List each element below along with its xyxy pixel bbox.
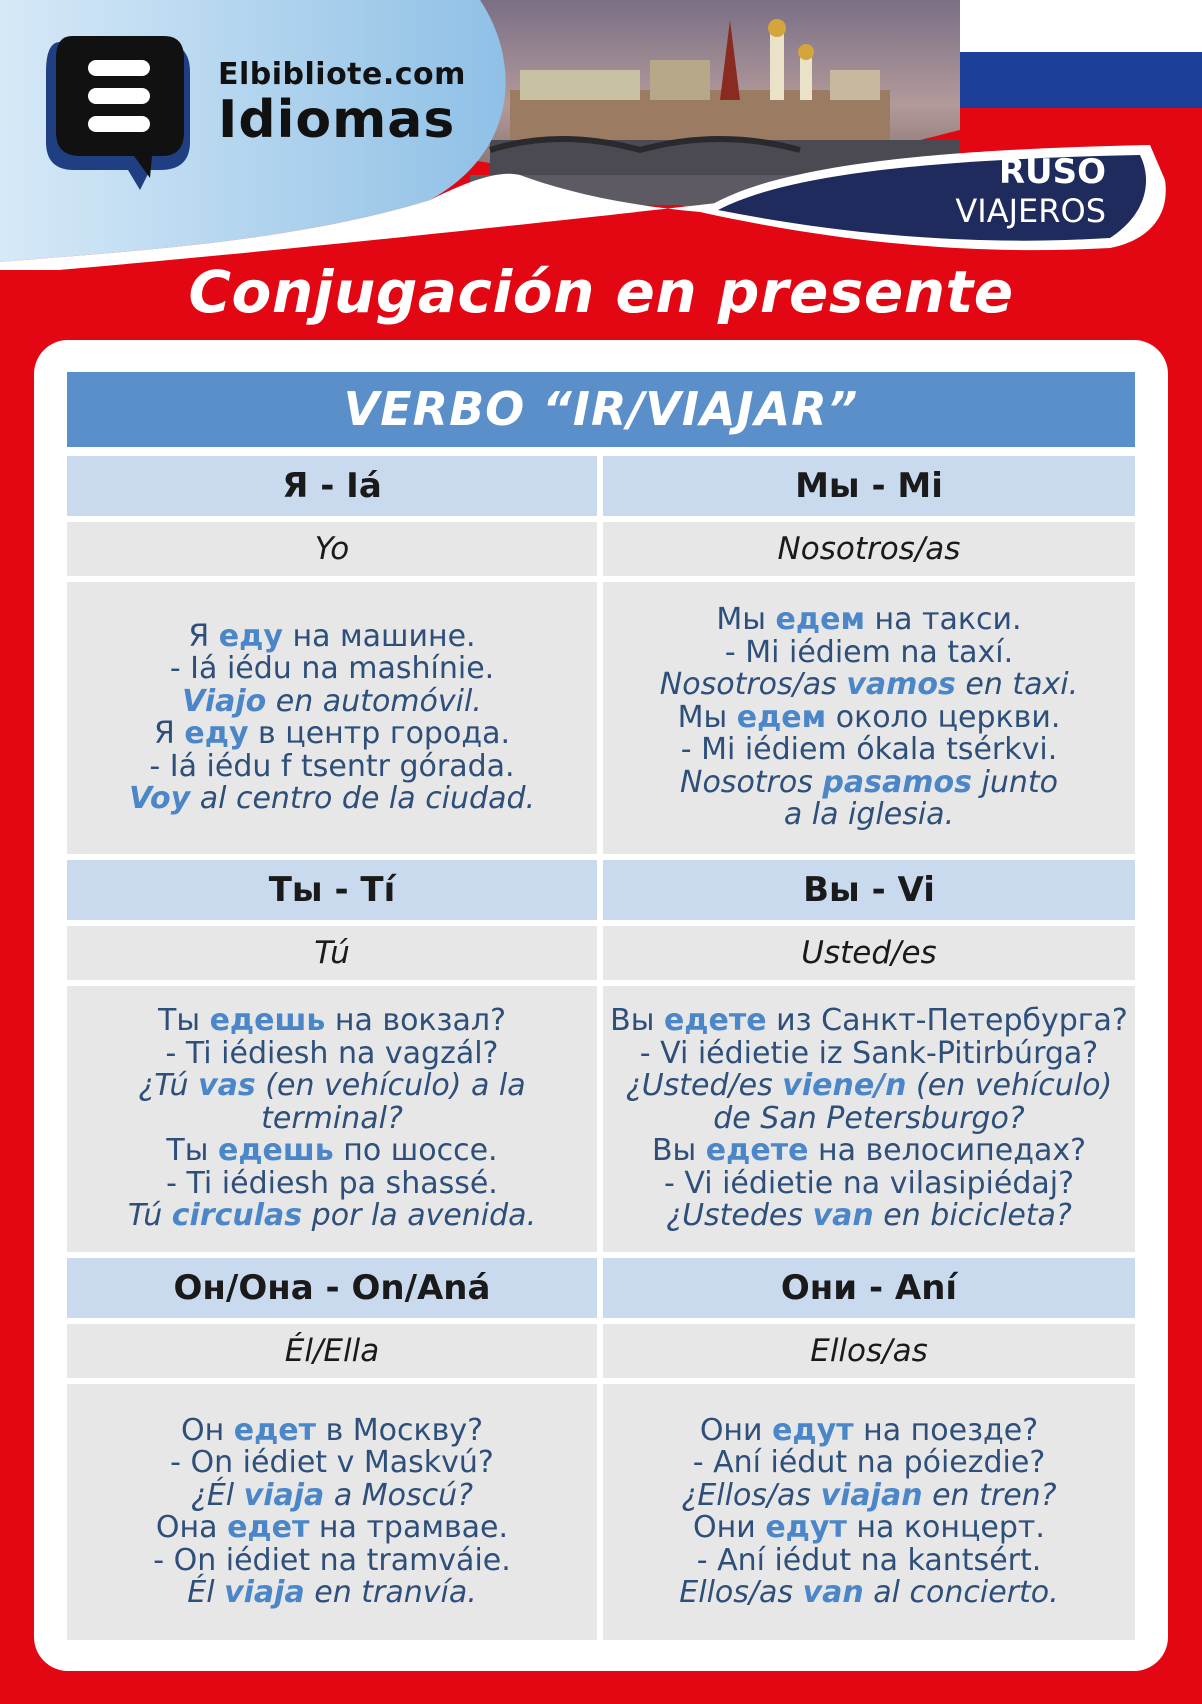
example-line bbox=[67, 683, 597, 719]
verb-highlight: едут bbox=[765, 1510, 847, 1545]
example-text: Вы bbox=[610, 1003, 664, 1039]
example-text: de San Petersburgo? bbox=[713, 1100, 1025, 1136]
verb-highlight: еду bbox=[218, 618, 283, 654]
example-line bbox=[603, 1447, 1135, 1480]
example-text: на такси. bbox=[864, 602, 1022, 638]
example-text: Они bbox=[699, 1412, 773, 1448]
example-line bbox=[603, 1035, 1135, 1071]
verb-highlight: едешь bbox=[209, 1003, 326, 1039]
example-text: Tú bbox=[127, 1198, 172, 1234]
verb-highlight: viaja bbox=[243, 1477, 325, 1513]
example-text: по шоссе. bbox=[333, 1133, 498, 1169]
examples-cell bbox=[67, 582, 597, 854]
verb-highlight: van bbox=[802, 1575, 864, 1610]
example-line bbox=[67, 1200, 597, 1233]
example-line bbox=[67, 748, 597, 784]
verb-highlight: едем bbox=[736, 699, 827, 735]
example-text: около церкви. bbox=[826, 699, 1061, 735]
pronoun-cell: Он/Она - On/Aná bbox=[67, 1258, 597, 1318]
example-line bbox=[67, 1447, 597, 1480]
example-text: ¿Él bbox=[190, 1477, 244, 1513]
example-text: ¿Ellos/as bbox=[681, 1477, 821, 1513]
example-line bbox=[67, 1005, 597, 1038]
example-text: Она bbox=[155, 1510, 228, 1545]
example-text: Мы bbox=[677, 699, 737, 735]
example-line bbox=[67, 1100, 597, 1136]
example-text: (en vehículo) a la bbox=[255, 1068, 526, 1104]
translation-cell: Tú bbox=[67, 926, 597, 980]
example-text: на поезде? bbox=[853, 1412, 1039, 1448]
badge-language: RUSO bbox=[998, 152, 1106, 192]
verb-highlight: vas bbox=[198, 1068, 256, 1104]
example-text: al concierto. bbox=[863, 1575, 1059, 1610]
pronoun-cell: Вы - Vi bbox=[603, 860, 1135, 920]
verb-highlight: viaja bbox=[224, 1575, 305, 1610]
example-line bbox=[67, 1577, 597, 1610]
example-line bbox=[603, 604, 1135, 637]
example-line bbox=[603, 1100, 1135, 1136]
example-text: на велосипедах? bbox=[808, 1133, 1087, 1169]
verb-highlight: едем bbox=[775, 602, 865, 638]
example-text: Ты bbox=[158, 1003, 210, 1039]
example-text: Я bbox=[153, 716, 185, 751]
example-line bbox=[67, 1165, 597, 1201]
example-line bbox=[603, 764, 1135, 800]
example-text: en bicicleta? bbox=[873, 1198, 1072, 1234]
example-text: (en vehículo) bbox=[906, 1068, 1113, 1104]
example-line bbox=[603, 1542, 1135, 1578]
example-line bbox=[603, 1200, 1135, 1233]
example-text: на вокзал? bbox=[325, 1003, 506, 1039]
example-line bbox=[67, 718, 597, 751]
translation-cell: Ellos/as bbox=[603, 1324, 1135, 1378]
example-text: a la iglesia. bbox=[783, 797, 955, 833]
verb-highlight: еду bbox=[184, 716, 249, 751]
example-line bbox=[603, 634, 1135, 670]
verb-highlight: едет bbox=[233, 1412, 317, 1448]
pronoun-cell: Они - Aní bbox=[603, 1258, 1135, 1318]
verb-highlight: едете bbox=[663, 1003, 767, 1039]
example-text: - Vi iédietie iz Sank-Pitirbúrga? bbox=[639, 1035, 1099, 1071]
example-text: Вы bbox=[651, 1133, 706, 1169]
example-text: por la avenida. bbox=[302, 1198, 537, 1234]
badge-audience: VIAJEROS bbox=[955, 192, 1106, 230]
example-text: на машине. bbox=[282, 618, 476, 654]
example-line bbox=[67, 1035, 597, 1071]
verb-highlight: pasamos bbox=[822, 764, 972, 800]
brand bbox=[218, 58, 466, 148]
example-line bbox=[67, 618, 597, 654]
pronoun-cell: Ты - Tí bbox=[67, 860, 597, 920]
example-text: на концерт. bbox=[846, 1510, 1045, 1545]
brand-site: Elbibliote.com bbox=[218, 57, 466, 92]
example-text: - Aní iédut na kantsért. bbox=[696, 1542, 1042, 1578]
example-text: Он bbox=[180, 1412, 234, 1448]
example-line bbox=[67, 1135, 597, 1168]
examples-cell bbox=[67, 986, 597, 1252]
verb-highlight: viajan bbox=[820, 1477, 923, 1513]
example-line bbox=[67, 1512, 597, 1545]
example-text: на трамвае. bbox=[309, 1510, 509, 1545]
example-text: en taxi. bbox=[955, 667, 1079, 703]
example-text: junto bbox=[971, 764, 1058, 800]
translation-cell: Yo bbox=[67, 522, 597, 576]
verb-highlight: Voy bbox=[128, 781, 191, 816]
examples-cell bbox=[603, 582, 1135, 854]
example-line bbox=[603, 1165, 1135, 1201]
verb-highlight: едешь bbox=[217, 1133, 334, 1169]
page-title: Conjugación en presente bbox=[188, 258, 1014, 326]
example-text: ¿Ustedes bbox=[666, 1198, 813, 1234]
example-line bbox=[603, 1005, 1135, 1038]
example-text: - Iá iédu na mashínie. bbox=[169, 651, 495, 686]
verb-highlight: van bbox=[812, 1198, 874, 1234]
verb-highlight: viene/n bbox=[782, 1068, 907, 1104]
example-text: - On iédiet na tramváie. bbox=[153, 1542, 511, 1578]
example-text: Я bbox=[188, 618, 219, 654]
verb-highlight: едут bbox=[772, 1412, 854, 1448]
example-line bbox=[603, 1577, 1135, 1610]
examples-cell bbox=[603, 986, 1135, 1252]
example-text: в Москву? bbox=[316, 1412, 484, 1448]
example-text: Ellos/as bbox=[679, 1575, 803, 1610]
example-line bbox=[603, 1412, 1135, 1448]
examples-cell bbox=[67, 1384, 597, 1640]
example-line bbox=[67, 783, 597, 816]
verb-highlight: vamos bbox=[846, 667, 956, 703]
translation-cell: Usted/es bbox=[603, 926, 1135, 980]
example-text: в центр города. bbox=[248, 716, 510, 751]
example-line bbox=[67, 1477, 597, 1513]
example-text: Мы bbox=[716, 602, 776, 638]
example-text: - Iá iédu f tsentr górada. bbox=[149, 748, 515, 784]
pronoun-cell: Мы - Mi bbox=[603, 456, 1135, 516]
example-text: Nosotros/as bbox=[659, 667, 847, 703]
example-line bbox=[603, 734, 1135, 767]
example-line bbox=[67, 653, 597, 686]
example-text: Они bbox=[693, 1510, 766, 1545]
example-text: ¿Tú bbox=[138, 1068, 199, 1104]
example-text: - On iédiet v Maskvú? bbox=[170, 1445, 494, 1480]
example-line bbox=[603, 669, 1135, 702]
example-line bbox=[603, 1512, 1135, 1545]
language-badge bbox=[955, 152, 1106, 230]
verb-highlight: едет bbox=[227, 1510, 310, 1545]
chat-bubble-logo-icon bbox=[46, 36, 190, 190]
verb-heading: VERBO “IR/VIAJAR” bbox=[67, 372, 1135, 447]
example-line bbox=[67, 1070, 597, 1103]
examples-cell bbox=[603, 1384, 1135, 1640]
example-text: Ты bbox=[166, 1133, 218, 1169]
example-text: ¿Usted/es bbox=[625, 1068, 783, 1104]
example-text: al centro de la ciudad. bbox=[190, 781, 536, 816]
example-text: en automóvil. bbox=[266, 683, 482, 719]
verb-highlight: едете bbox=[705, 1133, 809, 1169]
verb-highlight: circulas bbox=[171, 1198, 303, 1234]
translation-cell: Nosotros/as bbox=[603, 522, 1135, 576]
example-text: en tren? bbox=[922, 1477, 1057, 1513]
example-line bbox=[603, 1070, 1135, 1103]
header-banner bbox=[0, 0, 1202, 270]
verb-highlight: Viajo bbox=[182, 683, 267, 719]
example-line bbox=[603, 699, 1135, 735]
example-line bbox=[603, 1135, 1135, 1168]
example-text: - Vi iédietie na vilasipiédaj? bbox=[663, 1165, 1075, 1201]
example-text: Él bbox=[187, 1575, 225, 1610]
example-text: en tranvía. bbox=[304, 1575, 477, 1610]
example-line bbox=[603, 1477, 1135, 1513]
translation-cell: Él/Ella bbox=[67, 1324, 597, 1378]
example-text: Nosotros bbox=[680, 764, 823, 800]
example-text: - Ti iédiesh na vagzál? bbox=[165, 1035, 499, 1071]
example-line bbox=[67, 1542, 597, 1578]
example-text: a Moscú? bbox=[324, 1477, 474, 1513]
brand-name: Idiomas bbox=[218, 90, 456, 150]
example-text: terminal? bbox=[261, 1100, 403, 1136]
example-line bbox=[67, 1412, 597, 1448]
example-line bbox=[603, 799, 1135, 832]
example-text: - Mi iédiem ókala tsérkvi. bbox=[680, 732, 1058, 768]
example-text: из Санкт-Петербурга? bbox=[766, 1003, 1128, 1039]
example-text: - Aní iédut na póiezdie? bbox=[692, 1445, 1046, 1480]
pronoun-cell: Я - Iá bbox=[67, 456, 597, 516]
example-text: - Ti iédiesh pa shassé. bbox=[166, 1165, 498, 1201]
example-text: - Mi iédiem na taxí. bbox=[724, 634, 1014, 670]
